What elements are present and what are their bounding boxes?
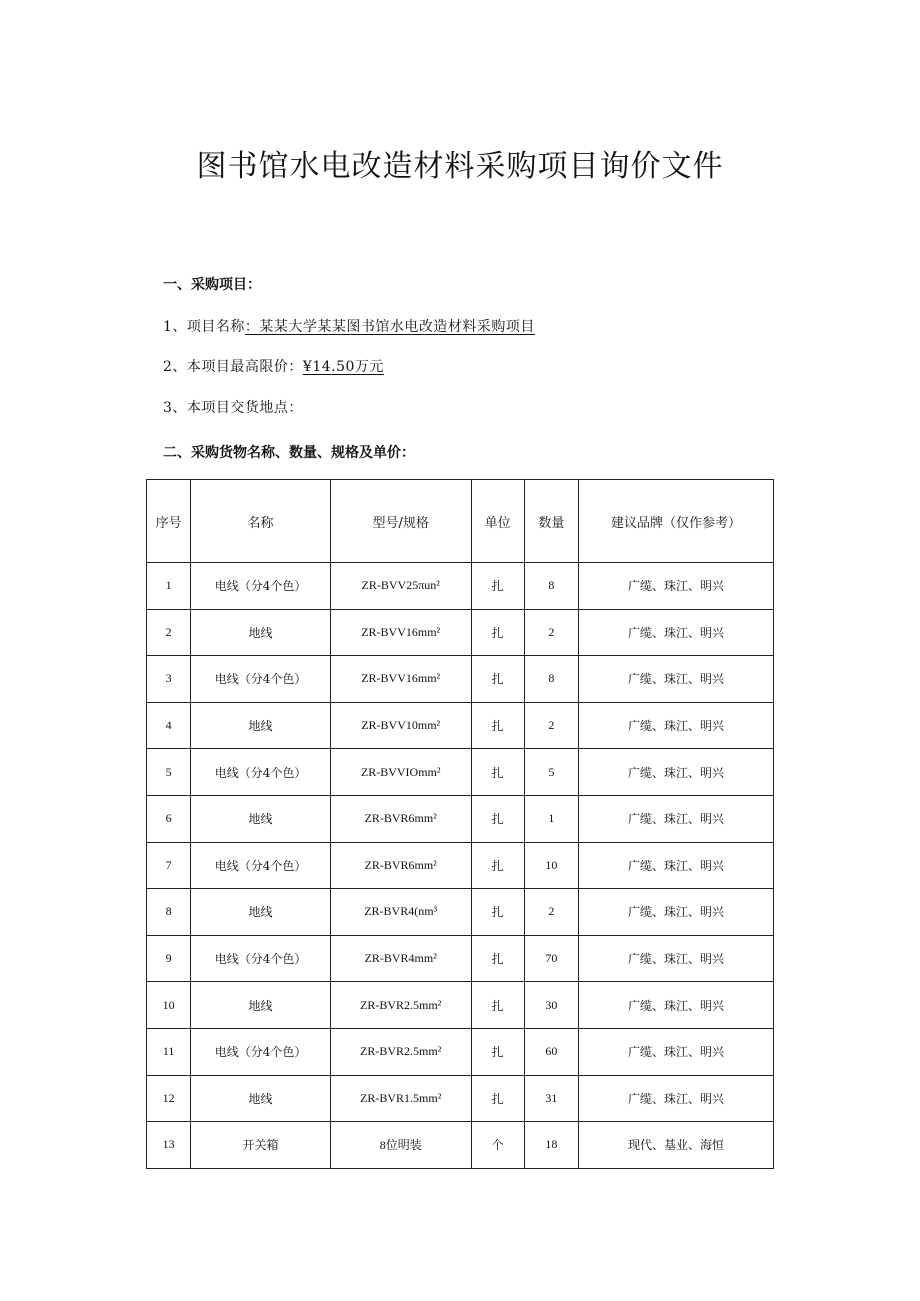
cell-brand: 广缆、珠江、明兴 (579, 563, 774, 610)
delivery-location-line: 3、本项目交货地点： (163, 400, 303, 416)
cell-unit: 扎 (471, 842, 524, 889)
cell-model: ZR-BVV10mm² (330, 702, 471, 749)
cell-name: 电线（分4个色） (191, 842, 331, 889)
table-row (147, 842, 774, 889)
cell-brand: 广缆、珠江、明兴 (579, 1028, 774, 1075)
cell-name: 地线 (191, 795, 331, 842)
cell-name: 电线（分4个色） (191, 1028, 331, 1075)
header-name: 名称 (191, 480, 331, 563)
cell-seq: 1 (147, 563, 191, 610)
cell-qty: 1 (524, 795, 578, 842)
header-seq: 序号 (147, 480, 191, 563)
cell-qty: 31 (524, 1075, 578, 1122)
table-row (147, 1122, 774, 1169)
cell-unit: 扎 (471, 889, 524, 936)
table-row (147, 563, 774, 610)
cell-brand: 广缆、珠江、明兴 (579, 702, 774, 749)
cell-unit: 扎 (471, 563, 524, 610)
cell-name: 电线（分4个色） (191, 749, 331, 796)
cell-name: 地线 (191, 1075, 331, 1122)
cell-name: 地线 (191, 889, 331, 936)
project-name-value: ：某某大学某某图书馆水电改造材料采购项目 (244, 319, 535, 335)
cell-seq: 3 (147, 656, 191, 703)
cell-seq: 4 (147, 702, 191, 749)
project-name-label: 1、项目名称 (163, 319, 245, 335)
table-row (147, 749, 774, 796)
table-row (147, 609, 774, 656)
table-row (147, 982, 774, 1029)
cell-unit: 扎 (471, 749, 524, 796)
cell-seq: 11 (147, 1028, 191, 1075)
table-row (147, 889, 774, 936)
header-model: 型号/规格 (330, 480, 471, 563)
cell-model: ZR-BVR6mm² (330, 842, 471, 889)
goods-table (146, 479, 774, 1169)
table-row (147, 1075, 774, 1122)
max-price-value: ¥14.50万元 (302, 359, 384, 375)
cell-seq: 12 (147, 1075, 191, 1122)
cell-brand: 广缆、珠江、明兴 (579, 656, 774, 703)
cell-unit: 扎 (471, 935, 524, 982)
cell-brand: 广缆、珠江、明兴 (579, 842, 774, 889)
cell-brand: 广缆、珠江、明兴 (579, 609, 774, 656)
cell-qty: 18 (524, 1122, 578, 1169)
cell-model: ZR-BVVIOmm² (330, 749, 471, 796)
cell-brand: 广缆、珠江、明兴 (579, 795, 774, 842)
cell-seq: 6 (147, 795, 191, 842)
cell-seq: 2 (147, 609, 191, 656)
table-row (147, 935, 774, 982)
cell-model: ZR-BVV16mm² (330, 609, 471, 656)
cell-brand: 广缆、珠江、明兴 (579, 982, 774, 1029)
section-heading-procurement-project: 一、采购项目： (163, 277, 261, 293)
cell-name: 开关箱 (191, 1122, 331, 1169)
cell-model: ZR-BVR4mm² (330, 935, 471, 982)
max-price-line (163, 356, 384, 376)
cell-seq: 10 (147, 982, 191, 1029)
cell-model: ZR-BVR1.5mm² (330, 1075, 471, 1122)
cell-model: ZR-BVV16mm² (330, 656, 471, 703)
cell-qty: 70 (524, 935, 578, 982)
cell-unit: 扎 (471, 795, 524, 842)
cell-unit: 扎 (471, 982, 524, 1029)
cell-brand: 广缆、珠江、明兴 (579, 1075, 774, 1122)
cell-model: ZR-BVR4(nm³ (330, 889, 471, 936)
cell-unit: 扎 (471, 702, 524, 749)
cell-model: 8位明装 (330, 1122, 471, 1169)
cell-model: ZR-BVR2.5mm² (330, 1028, 471, 1075)
table-row (147, 1028, 774, 1075)
cell-unit: 扎 (471, 1028, 524, 1075)
cell-name: 地线 (191, 609, 331, 656)
cell-qty: 60 (524, 1028, 578, 1075)
cell-brand: 广缆、珠江、明兴 (579, 935, 774, 982)
cell-name: 地线 (191, 982, 331, 1029)
cell-seq: 5 (147, 749, 191, 796)
cell-unit: 个 (471, 1122, 524, 1169)
document-title: 图书馆水电改造材料采购项目询价文件 (196, 149, 724, 184)
cell-qty: 8 (524, 563, 578, 610)
cell-qty: 2 (524, 889, 578, 936)
cell-brand: 广缆、珠江、明兴 (579, 749, 774, 796)
cell-name: 地线 (191, 702, 331, 749)
cell-seq: 9 (147, 935, 191, 982)
cell-unit: 扎 (471, 656, 524, 703)
cell-seq: 8 (147, 889, 191, 936)
cell-qty: 2 (524, 702, 578, 749)
section-heading-goods-list: 二、采购货物名称、数量、规格及单价： (163, 445, 415, 461)
cell-qty: 8 (524, 656, 578, 703)
cell-unit: 扎 (471, 1075, 524, 1122)
header-qty: 数量 (524, 480, 578, 563)
cell-qty: 10 (524, 842, 578, 889)
cell-model: ZR-BVR2.5mm² (330, 982, 471, 1029)
table-row (147, 656, 774, 703)
table-row (147, 795, 774, 842)
table-row (147, 702, 774, 749)
cell-seq: 7 (147, 842, 191, 889)
cell-name: 电线（分4个色） (191, 563, 331, 610)
table-header-row (147, 480, 774, 563)
cell-qty: 5 (524, 749, 578, 796)
cell-brand: 现代、基业、海恒 (579, 1122, 774, 1169)
cell-seq: 13 (147, 1122, 191, 1169)
cell-qty: 2 (524, 609, 578, 656)
max-price-label: 2、本项目最高限价： (163, 359, 303, 375)
cell-brand: 广缆、珠江、明兴 (579, 889, 774, 936)
cell-model: ZR-BVR6mm² (330, 795, 471, 842)
project-name-line (163, 316, 535, 336)
cell-qty: 30 (524, 982, 578, 1029)
cell-model: ZR-BVV25πun² (330, 563, 471, 610)
header-unit: 单位 (471, 480, 524, 563)
cell-name: 电线（分4个色） (191, 656, 331, 703)
header-brand: 建议品牌（仅作参考） (579, 480, 774, 563)
cell-name: 电线（分4个色） (191, 935, 331, 982)
cell-unit: 扎 (471, 609, 524, 656)
